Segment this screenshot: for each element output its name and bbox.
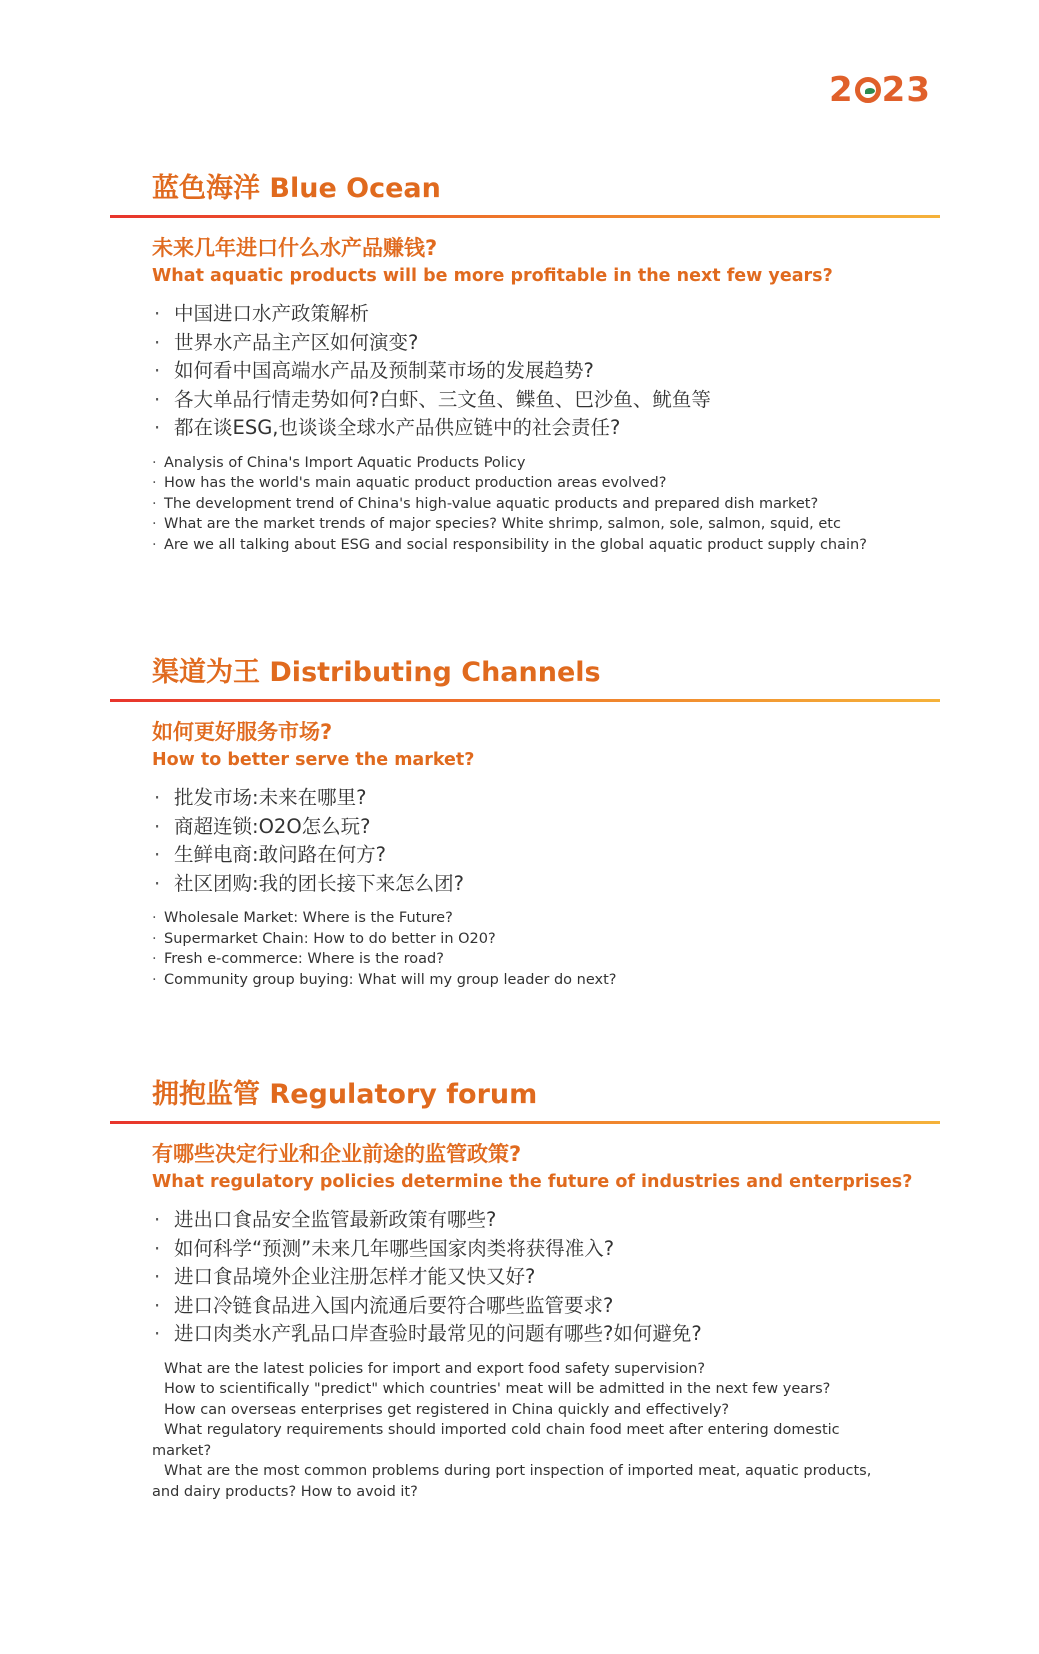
section-divider xyxy=(110,1121,940,1124)
list-item: · Wholesale Market: Where is the Future? xyxy=(152,908,940,929)
list-item: · 进口冷链食品进入国内流通后要符合哪些监管要求? xyxy=(152,1292,940,1321)
fish-logo-icon xyxy=(855,77,881,103)
section-divider xyxy=(110,215,940,218)
list-item: · 进口食品境外企业注册怎样才能又快又好? xyxy=(152,1263,940,1292)
list-item: · Fresh e-commerce: Where is the road? xyxy=(152,949,940,970)
topic-list-en xyxy=(152,908,940,990)
section-title: 渠道为王 Distributing Channels xyxy=(152,657,601,688)
section-title: 拥抱监管 Regulatory forum xyxy=(152,1079,538,1110)
list-item: · 批发市场:未来在哪里? xyxy=(152,784,940,813)
list-item: · How to scientifically "predict" which countries' meat will be admitted in the next few years? xyxy=(152,1379,882,1400)
list-item: · 都在谈ESG,也谈谈全球水产品供应链中的社会责任? xyxy=(152,414,940,443)
question-cn: 如何更好服务市场? xyxy=(152,720,333,744)
section-regulatory-forum xyxy=(110,1078,940,1502)
question-en: What aquatic products will be more profitable in the next few years? xyxy=(152,266,833,286)
logo-digit-pre: 2 xyxy=(829,70,854,110)
question-en: What regulatory policies determine the future of industries and enterprises? xyxy=(152,1172,913,1192)
list-item: · 商超连锁:O2O怎么玩? xyxy=(152,813,940,842)
section-distributing-channels xyxy=(110,656,940,990)
question-cn: 有哪些决定行业和企业前途的监管政策? xyxy=(152,1142,522,1166)
section-blue-ocean xyxy=(110,172,940,555)
list-item: · What are the market trends of major species? White shrimp, salmon, sole, salmon, squid, etc xyxy=(152,514,940,535)
list-item: · How can overseas enterprises get registered in China quickly and effectively? xyxy=(152,1400,882,1421)
list-item: · How has the world's main aquatic product production areas evolved? xyxy=(152,473,940,494)
year-logo xyxy=(829,70,931,110)
topic-list-cn xyxy=(152,1206,940,1349)
logo-digits-post: 23 xyxy=(881,70,931,110)
list-item: · What are the latest policies for import and export food safety supervision? xyxy=(152,1359,882,1380)
section-divider xyxy=(110,699,940,702)
list-item: · 进口肉类水产乳品口岸查验时最常见的问题有哪些?如何避免? xyxy=(152,1320,940,1349)
list-item: · What are the most common problems during port inspection of imported meat, aquatic products, and dairy products? How to avoid it? xyxy=(152,1461,882,1502)
topic-list-cn xyxy=(152,300,940,443)
list-item: · The development trend of China's high-value aquatic products and prepared dish market? xyxy=(152,494,940,515)
list-item: · 如何看中国高端水产品及预制菜市场的发展趋势? xyxy=(152,357,940,386)
list-item: · 世界水产品主产区如何演变? xyxy=(152,329,940,358)
list-item: · 各大单品行情走势如何?白虾、三文鱼、鲽鱼、巴沙鱼、鱿鱼等 xyxy=(152,386,940,415)
list-item: · 生鲜电商:敢问路在何方? xyxy=(152,841,940,870)
question-en: How to better serve the market? xyxy=(152,750,475,770)
section-title: 蓝色海洋 Blue Ocean xyxy=(152,173,441,204)
list-item: · 中国进口水产政策解析 xyxy=(152,300,940,329)
list-item: · 进出口食品安全监管最新政策有哪些? xyxy=(152,1206,940,1235)
list-item: · What regulatory requirements should imported cold chain food meet after entering domestic market? xyxy=(152,1420,882,1461)
topic-list-cn xyxy=(152,784,940,898)
list-item: · Analysis of China's Import Aquatic Products Policy xyxy=(152,453,940,474)
question-cn: 未来几年进口什么水产品赚钱? xyxy=(152,236,438,260)
list-item: · Are we all talking about ESG and social responsibility in the global aquatic product supply chain? xyxy=(152,535,940,556)
list-item: · Community group buying: What will my group leader do next? xyxy=(152,970,940,991)
topic-list-en xyxy=(152,453,940,556)
topic-list-en xyxy=(152,1359,882,1503)
list-item: · 如何科学“预测”未来几年哪些国家肉类将获得准入? xyxy=(152,1235,940,1264)
list-item: · 社区团购:我的团长接下来怎么团? xyxy=(152,870,940,899)
list-item: · Supermarket Chain: How to do better in O20? xyxy=(152,929,940,950)
